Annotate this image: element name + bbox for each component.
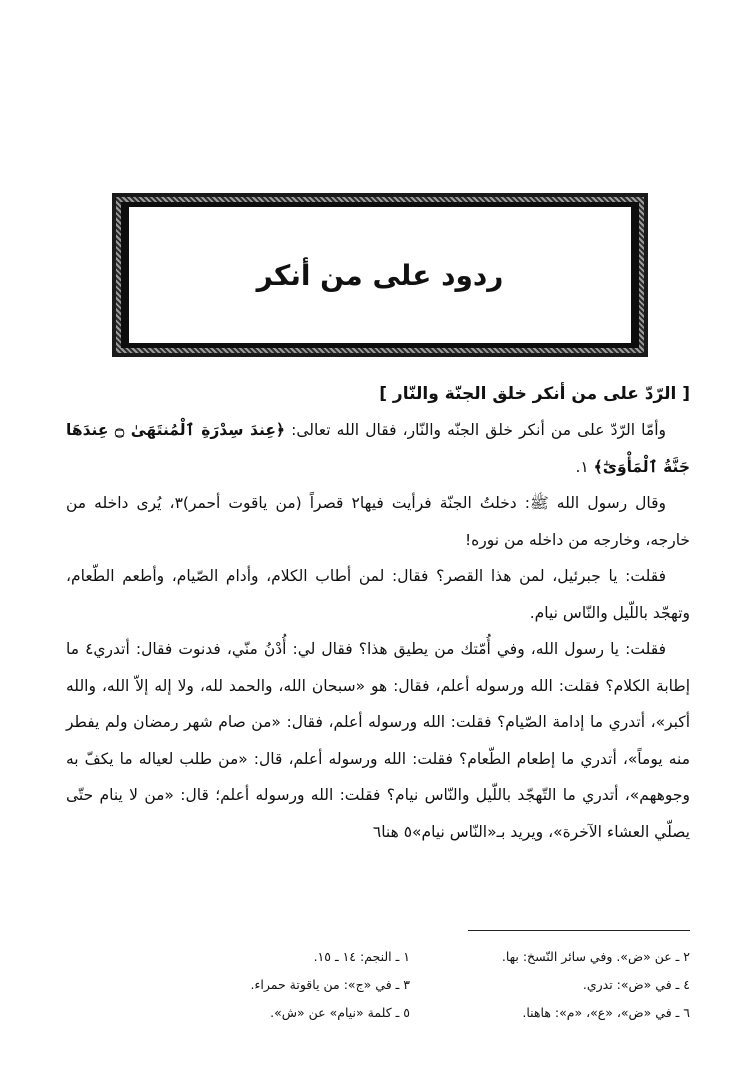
footnotes bbox=[150, 946, 690, 1024]
footnote-item: ٢ ـ عن «ض». وفي سائر النّسخ: بها. bbox=[501, 949, 690, 964]
main-text bbox=[66, 376, 690, 850]
quran-verse: ﴿عِندَ سِدْرَةِ ٱلْمُنتَهَىٰ ۝ عِندَهَا جَنَّةُ ٱلْمَأْوَىٰٓ﴾ bbox=[66, 421, 690, 476]
section-heading: [ الرّدّ على من أنكر خلق الجنّة والنّار ] bbox=[379, 384, 690, 404]
frame-inner-panel bbox=[129, 207, 631, 343]
footnote-item: ٥ ـ كلمة «نيام» عن «ش». bbox=[270, 1005, 410, 1020]
footnote-item: ١ ـ النجم: ١٤ ـ ١٥. bbox=[313, 949, 410, 964]
paragraph: فقلت: يا رسول الله، وفي أُمّتك من يطيق هذا؟ فقال لي: أُدْنُ منّي، فدنوت فقال: أتدري٤ ما إطابة الكلام؟ فقلت: الله ورسوله أعلم، فقال: هو «سبحان الله، والحمد لله، ولا إله إلاّ الله، والله أكبر»، أتدري ما إدامة الصّيام؟ فقلت: الله ورسوله أعلم، فقال: «من صام شهر رمضان ولم يفطر منه يوماً»، أتدري ما إطعام الطّعام؟ فقلت: الله ورسوله أعلم، قال: «من طلب لعياله ما يكفّ به وجوههم»، أتدري ما التّهجّد باللّيل والنّاس نيام؟ فقلت: الله ورسوله أعلم؛ قال: «من لا ينام حتّى يصلّي العشاء الآخرة»، ويريد بـ«النّاس نيام»٥ هنا٦ bbox=[66, 640, 690, 841]
footnote-item: ٤ ـ في «ض»: تدري. bbox=[582, 977, 690, 992]
paragraph: وقال رسول الله ﷺ: دخلتُ الجنّة فرأيت فيها٢ قصراً (من ياقوت أحمر)٣، يُرى داخله من خارجه، وخارجه من داخله من نوره! bbox=[66, 494, 690, 549]
footnote-item: ٦ ـ في «ض»، «ع»، «م»: هاهنا. bbox=[522, 1005, 690, 1020]
paragraph: فقلت: يا جبرئيل، لمن هذا القصر؟ فقال: لمن أطاب الكلام، وأدام الصّيام، وأطعم الطّعام، وتهجّد باللّيل والنّاس نيام. bbox=[66, 567, 690, 622]
chapter-title: ردود على من أنكر bbox=[256, 258, 504, 292]
chapter-title-frame bbox=[112, 193, 648, 357]
paragraph-text: وأمّا الرّدّ على من أنكر خلق الجنّه والنّار، فقال الله تعالى: bbox=[285, 421, 666, 439]
footnote-item: ٣ ـ في «ج»: من ياقوتة حمراء. bbox=[250, 977, 410, 992]
paragraph bbox=[66, 412, 690, 485]
footnote-divider bbox=[468, 930, 690, 931]
footnote-ref: ١. bbox=[575, 457, 589, 476]
